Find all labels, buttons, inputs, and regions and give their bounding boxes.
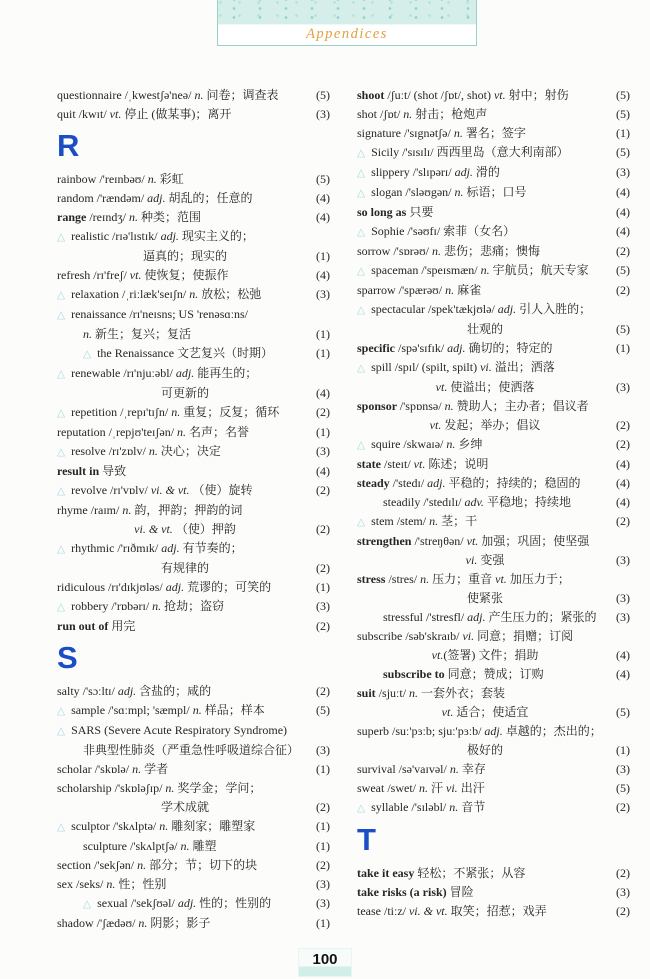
entry-text: reputation /ˌrepjʊ'teɪʃən/ n. 名声；名誉 (57, 425, 250, 439)
entry-text: strengthen /'streŋθən/ vt. 加强；巩固；使坚强 (357, 534, 590, 548)
unit-number: (5) (316, 88, 330, 102)
entry-continuation-line (357, 416, 630, 435)
entry-text: syllable /'sɪləbl/ n. 音节 (371, 800, 486, 814)
entry-text: random /'rændəm/ adj. 胡乱的；任意的 (57, 191, 253, 205)
triangle-icon: △ (57, 726, 66, 737)
entry-text: range /reɪndʒ/ n. 种类；范围 (57, 210, 201, 224)
entry-continuation-line (57, 247, 330, 266)
entry-continuation-line (357, 378, 630, 397)
triangle-icon: △ (57, 310, 66, 321)
unit-number: (4) (316, 386, 330, 400)
unit-number: (4) (616, 205, 630, 219)
triangle-icon: △ (57, 290, 66, 301)
entry-continuation-line (57, 325, 330, 344)
entry-line (57, 481, 330, 501)
triangle-icon: △ (57, 544, 66, 555)
entry-line (57, 617, 330, 636)
unit-number: (2) (316, 800, 330, 814)
entry-text: shoot /ʃuːt/ (shot /ʃɒt/, shot) vt. 射中；射伤 (357, 88, 569, 102)
entry-line (57, 501, 330, 520)
entry-line (357, 779, 630, 798)
entry-line (57, 364, 330, 384)
entry-text: result in 导致 (57, 464, 127, 478)
entry-continuation-line (57, 741, 330, 760)
unit-number: (2) (616, 904, 630, 918)
unit-number: (1) (316, 346, 330, 360)
entry-line (357, 722, 630, 741)
entry-text: vt. 发起；举办；倡议 (429, 418, 541, 432)
entry-text: squire /skwaɪə/ n. 乡绅 (371, 437, 483, 451)
entry-text: subscribe /səb'skraɪb/ vi. 同意；捐赠；订阅 (357, 629, 574, 643)
entry-text: rainbow /'reɪnbəʊ/ n. 彩虹 (57, 172, 184, 186)
entry-text: the Renaissance 文艺复兴（时期） (97, 346, 274, 360)
triangle-icon: △ (357, 517, 366, 528)
entry-text: vt. 适合；使适宜 (441, 705, 529, 719)
entry-line (57, 578, 330, 597)
unit-number: (2) (316, 405, 330, 419)
entry-text: SARS (Severe Acute Respiratory Syndrome) (71, 723, 288, 737)
entry-line (357, 105, 630, 124)
entry-line (57, 894, 330, 914)
unit-number: (2) (616, 244, 630, 258)
triangle-icon: △ (57, 408, 66, 419)
entry-text: scholar /'skɒlə/ n. 学者 (57, 762, 169, 776)
banner-texture (218, 0, 476, 25)
unit-number: (2) (616, 283, 630, 297)
entry-line (357, 435, 630, 455)
entry-line (357, 798, 630, 818)
unit-number: (4) (316, 464, 330, 478)
section-letter-S: S (57, 640, 78, 675)
entry-line (357, 532, 630, 551)
unit-number: (1) (316, 580, 330, 594)
entry-text: section /'sekʃən/ n. 部分；节；切下的块 (57, 858, 258, 872)
entry-text: scholarship /'skɒləʃɪp/ n. 奖学金；学问； (57, 781, 262, 795)
unit-number: (2) (616, 418, 630, 432)
entry-text: take risks (a risk) 冒险 (357, 885, 474, 899)
entry-text: stressful /'stresfl/ adj. 产生压力的；紧张的 (383, 610, 597, 624)
entry-text: vi. 变强 (465, 553, 505, 567)
entry-text: renewable /rɪ'njuːəbl/ adj. 能再生的； (71, 366, 258, 380)
entry-line (357, 883, 630, 902)
entry-line (357, 474, 630, 493)
unit-number: (3) (616, 885, 630, 899)
entry-line (57, 266, 330, 285)
unit-number: (4) (616, 495, 630, 509)
entry-text: sparrow /'spærəʊ/ n. 麻雀 (357, 283, 482, 297)
unit-number: (3) (616, 762, 630, 776)
entry-line (57, 423, 330, 442)
entry-text: rhythmic /'rɪðmɪk/ adj. 有节奏的； (71, 541, 243, 555)
entry-text: state /steɪt/ vt. 陈述；说明 (357, 457, 489, 471)
entry-line (357, 455, 630, 474)
entry-line (57, 721, 330, 741)
entry-text: specific /spə'sɪfɪk/ adj. 确切的；特定的 (357, 341, 553, 355)
entry-text: steadily /'stedɪlɪ/ adv. 平稳地；持续地 (383, 495, 571, 509)
entry-line (57, 285, 330, 305)
entry-line (57, 856, 330, 875)
triangle-icon: △ (57, 447, 66, 458)
entry-text: spectacular /spek'tækjʊlə/ adj. 引人入胜的； (371, 302, 592, 316)
triangle-icon: △ (357, 188, 366, 199)
vocabulary-list (57, 86, 630, 933)
entry-line (57, 105, 330, 124)
unit-number: (1) (316, 839, 330, 853)
unit-number: (2) (316, 619, 330, 633)
triangle-icon: △ (357, 168, 366, 179)
unit-number: (4) (616, 457, 630, 471)
entry-line (357, 242, 630, 261)
entry-line (357, 358, 630, 378)
unit-number: (1) (616, 341, 630, 355)
entry-text: robbery /'rɒbərɪ/ n. 抢劫；盗窃 (71, 599, 225, 613)
unit-number: (3) (616, 553, 630, 567)
triangle-icon: △ (357, 266, 366, 277)
page-number: 100 (298, 948, 352, 977)
entry-continuation-line (357, 703, 630, 722)
entry-text: refresh /rɪ'freʃ/ vt. 使恢复；使振作 (57, 268, 229, 282)
entry-line (57, 760, 330, 779)
entry-text: 使紧张 (466, 591, 503, 605)
triangle-icon: △ (57, 706, 66, 717)
entry-line (357, 864, 630, 883)
entry-text: sorrow /'sɒrəʊ/ n. 悲伤；悲痛；懊悔 (357, 244, 541, 258)
section-letter-T: T (357, 822, 376, 857)
entry-line (57, 442, 330, 462)
unit-number: (4) (616, 224, 630, 238)
triangle-icon: △ (357, 148, 366, 159)
entry-continuation-line (57, 798, 330, 817)
triangle-icon: △ (357, 803, 366, 814)
entry-text: superb /suː'pɜːb; sjuː'pɜːb/ adj. 卓越的；杰出的； (357, 724, 602, 738)
entry-text: sweat /swet/ n. 汗 vi. 出汗 (357, 781, 485, 795)
unit-number: (3) (316, 444, 330, 458)
unit-number: (4) (316, 191, 330, 205)
entry-line (357, 222, 630, 242)
entry-line (57, 837, 330, 856)
entry-text: vi. & vt. （使）押韵 (134, 522, 236, 536)
entry-line (57, 462, 330, 481)
unit-number: (4) (316, 210, 330, 224)
entry-line (57, 170, 330, 189)
entry-continuation-line (357, 551, 630, 570)
entry-text: signature /'sɪgnətʃə/ n. 署名；签字 (357, 126, 526, 140)
entry-continuation-line (357, 741, 630, 760)
entry-line (357, 86, 630, 105)
unit-number: (3) (616, 610, 630, 624)
unit-number: (3) (316, 107, 330, 121)
entry-continuation-line (357, 589, 630, 608)
unit-number: (5) (616, 781, 630, 795)
entry-continuation-line (357, 320, 630, 339)
entry-text: spill /spɪl/ (spilt, spilt) vi. 溢出；洒落 (371, 360, 555, 374)
unit-number: (1) (616, 743, 630, 757)
entry-line (57, 189, 330, 208)
entry-line (357, 143, 630, 163)
entry-text: n. 新生；复兴；复活 (83, 327, 192, 341)
entry-line (357, 300, 630, 320)
entry-line (57, 305, 330, 325)
entry-line (357, 281, 630, 300)
unit-number: (2) (316, 684, 330, 698)
entry-line (57, 817, 330, 837)
unit-number: (1) (316, 327, 330, 341)
unit-number: (1) (316, 819, 330, 833)
entry-line (57, 875, 330, 894)
unit-number: (2) (316, 522, 330, 536)
entry-line (357, 493, 630, 512)
unit-number: (3) (316, 287, 330, 301)
unit-number: (3) (316, 743, 330, 757)
triangle-icon: △ (83, 899, 92, 910)
entry-line (357, 902, 630, 921)
entry-text: questionnaire /ˌkwestʃə'neə/ n. 问卷；调查表 (57, 88, 279, 102)
entry-text: 逼真的；现实的 (142, 249, 227, 263)
entry-line (57, 208, 330, 227)
entry-text: spaceman /'speɪsmæn/ n. 宇航员；航天专家 (371, 263, 589, 277)
entry-text: stress /stres/ n. 压力；重音 vt. 加压力于； (357, 572, 570, 586)
entry-text: tease /tiːz/ vi. & vt. 取笑；招惹；戏弄 (357, 904, 547, 918)
entry-line (357, 608, 630, 627)
entry-line (357, 570, 630, 589)
entry-text: resolve /rɪ'zɒlv/ n. 决心；决定 (71, 444, 221, 458)
entry-text: survival /sə'vaɪvəl/ n. 幸存 (357, 762, 486, 776)
entry-line (57, 914, 330, 933)
entry-line (357, 183, 630, 203)
entry-text: sex /seks/ n. 性；性别 (57, 877, 167, 891)
entry-text: slippery /'slɪpərɪ/ adj. 滑的 (371, 165, 500, 179)
entry-line (57, 86, 330, 105)
unit-number: (5) (316, 703, 330, 717)
entry-line (57, 227, 330, 247)
unit-number: (4) (616, 185, 630, 199)
unit-number: (5) (616, 145, 630, 159)
entry-text: revolve /rɪ'vɒlv/ vi. & vt. （使）旋转 (71, 483, 253, 497)
entry-text: 学术成就 (160, 800, 209, 814)
entry-line (57, 597, 330, 617)
triangle-icon: △ (57, 369, 66, 380)
triangle-icon: △ (57, 486, 66, 497)
entry-text: sample /'sɑːmpl; 'sæmpl/ n. 样品；样本 (71, 703, 265, 717)
entry-line (57, 682, 330, 701)
entry-line (357, 339, 630, 358)
entry-text: sponsor /'spɒnsə/ n. 赞助人；主办者；倡议者 (357, 399, 589, 413)
entry-text: renaissance /rɪ'neɪsns; US 'renəsɑːns/ (71, 307, 248, 321)
entry-text: repetition /ˌrepɪ'tɪʃn/ n. 重复；反复；循环 (71, 405, 280, 419)
entry-continuation-line (357, 646, 630, 665)
unit-number: (1) (316, 425, 330, 439)
entry-text: stem /stem/ n. 茎；干 (371, 514, 478, 528)
entry-text: realistic /rɪə'lɪstɪk/ adj. 现实主义的； (71, 229, 254, 243)
entry-line (57, 539, 330, 559)
triangle-icon: △ (357, 227, 366, 238)
unit-number: (5) (616, 107, 630, 121)
entry-text: ridiculous /rɪ'dɪkjʊləs/ adj. 荒谬的；可笑的 (57, 580, 272, 594)
unit-number: (5) (616, 263, 630, 277)
entry-text: shot /ʃɒt/ n. 射击；枪炮声 (357, 107, 488, 121)
unit-number: (1) (616, 126, 630, 140)
entry-continuation-line (57, 384, 330, 403)
page-title: Appendices (306, 26, 388, 42)
triangle-icon: △ (57, 822, 66, 833)
entry-line (357, 627, 630, 646)
entry-text: 非典型性肺炎（严重急性呼吸道综合征） (83, 743, 300, 757)
triangle-icon: △ (357, 363, 366, 374)
unit-number: (1) (316, 762, 330, 776)
unit-number: (1) (316, 249, 330, 263)
entry-line (357, 261, 630, 281)
entry-text: rhyme /raɪm/ n. 韵，押韵；押韵的词 (57, 503, 243, 517)
unit-number: (4) (316, 268, 330, 282)
entry-text: 有规律的 (160, 561, 209, 575)
entry-text: shadow /'ʃædəʊ/ n. 阴影；影子 (57, 916, 211, 930)
entry-text: Sophie /'səʊfɪ/ 索菲（女名） (371, 224, 516, 238)
unit-number: (4) (616, 648, 630, 662)
entry-line (357, 760, 630, 779)
entry-continuation-line (57, 559, 330, 578)
section-letter-R: R (57, 128, 80, 163)
entry-text: subscribe to 同意；赞成；订购 (383, 667, 544, 681)
entry-text: sexual /'sekʃʊəl/ adj. 性的；性别的 (97, 896, 272, 910)
entry-text: 可更新的 (160, 386, 209, 400)
entry-text: steady /'stedɪ/ adj. 平稳的；持续的；稳固的 (357, 476, 581, 490)
unit-number: (2) (616, 866, 630, 880)
entry-line (57, 779, 330, 798)
entry-text: salty /'sɔːltɪ/ adj. 含盐的；咸的 (57, 684, 212, 698)
entry-line (357, 124, 630, 143)
entry-text: slogan /'sləʊgən/ n. 标语；口号 (371, 185, 527, 199)
triangle-icon: △ (357, 440, 366, 451)
entry-line (357, 512, 630, 532)
right-column (357, 86, 630, 933)
entry-text: vt.(签署) 文件；捐助 (431, 648, 539, 662)
entry-text: run out of 用完 (57, 619, 136, 633)
entry-line (357, 665, 630, 684)
unit-number: (2) (316, 561, 330, 575)
entry-text: quit /kwɪt/ vt. 停止 (做某事)；离开 (57, 107, 232, 121)
entry-text: sculpture /'skʌlptʃə/ n. 雕塑 (83, 839, 217, 853)
unit-number: (2) (316, 483, 330, 497)
entry-text: Sicily /'sɪsɪlɪ/ 西西里岛（意大利南部） (371, 145, 569, 159)
entry-text: relaxation /ˌriːlæk'seɪʃn/ n. 放松；松弛 (71, 287, 262, 301)
entry-line (357, 203, 630, 222)
unit-number: (3) (316, 896, 330, 910)
header-banner (217, 0, 477, 46)
entry-line (357, 684, 630, 703)
entry-line (57, 701, 330, 721)
unit-number: (2) (616, 514, 630, 528)
unit-number: (3) (616, 591, 630, 605)
triangle-icon: △ (57, 602, 66, 613)
entry-line (357, 163, 630, 183)
unit-number: (4) (616, 667, 630, 681)
entry-text: sculptor /'skʌlptə/ n. 雕刻家；雕塑家 (71, 819, 256, 833)
entry-text: suit /sjuːt/ n. 一套外衣；套装 (357, 686, 506, 700)
entry-line (57, 344, 330, 364)
left-column (57, 86, 330, 933)
unit-number: (3) (316, 877, 330, 891)
unit-number: (4) (616, 476, 630, 490)
triangle-icon: △ (57, 232, 66, 243)
entry-text: take it easy 轻松；不紧张；从容 (357, 866, 526, 880)
entry-text: so long as 只要 (357, 205, 434, 219)
entry-text: 壮观的 (466, 322, 503, 336)
unit-number: (3) (316, 599, 330, 613)
unit-number: (2) (616, 800, 630, 814)
entry-text: vt. 使溢出；使洒落 (435, 380, 535, 394)
unit-number: (5) (616, 705, 630, 719)
page-footer (0, 948, 650, 977)
unit-number: (5) (616, 322, 630, 336)
unit-number: (5) (616, 88, 630, 102)
unit-number: (3) (616, 165, 630, 179)
unit-number: (1) (316, 916, 330, 930)
entry-text: 极好的 (466, 743, 503, 757)
entry-line (57, 403, 330, 423)
unit-number: (2) (616, 437, 630, 451)
entry-line (357, 397, 630, 416)
triangle-icon: △ (357, 305, 366, 316)
entry-continuation-line (57, 520, 330, 539)
triangle-icon: △ (83, 349, 92, 360)
unit-number: (5) (316, 172, 330, 186)
unit-number: (3) (616, 380, 630, 394)
unit-number: (2) (316, 858, 330, 872)
